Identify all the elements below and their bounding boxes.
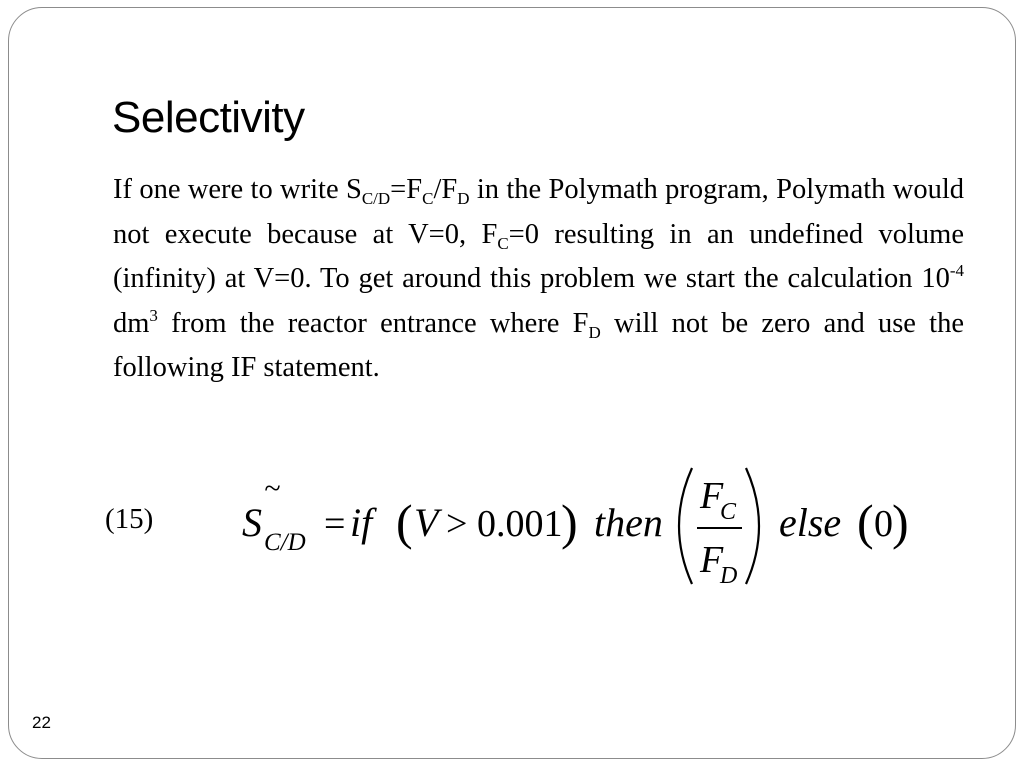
close-paren: ) [561, 494, 578, 550]
tilde-accent: ~ [264, 472, 281, 505]
equation-15 [230, 462, 920, 590]
lhs-symbol: S [242, 500, 262, 545]
numerator-symbol: F [700, 475, 724, 517]
body-text: from the reactor entrance where F [157, 307, 589, 339]
denominator-subscript: D [720, 563, 738, 589]
subscript: C [422, 189, 434, 208]
denominator-symbol: F [700, 539, 724, 581]
variable-v: V [414, 500, 439, 545]
body-text: dm [113, 307, 150, 339]
else-keyword: else [779, 500, 842, 545]
body-text: =F [390, 174, 423, 205]
body-paragraph [113, 168, 964, 391]
slide-title: Selectivity [112, 93, 305, 142]
else-value: 0 [874, 503, 893, 545]
equation-number: (15) [105, 503, 154, 535]
body-text: If one were to write S [113, 174, 362, 205]
if-keyword: if [350, 500, 373, 545]
right-big-paren [746, 468, 759, 584]
numerator-subscript: C [720, 499, 737, 525]
else-open-paren: ( [857, 494, 874, 550]
else-close-paren: ) [892, 494, 909, 550]
left-big-paren [679, 468, 692, 584]
page-number: 22 [32, 713, 51, 732]
threshold-value: 0.001 [477, 503, 563, 545]
subscript: C/D [361, 189, 391, 208]
superscript: 3 [149, 305, 158, 325]
subscript: D [588, 322, 601, 342]
superscript: -4 [949, 261, 964, 280]
body-text: /F [433, 174, 458, 205]
body-text: =0 resulting in an undefined volume (infinity) at V=0. To get around this problem we start the calculation 10 [113, 218, 965, 294]
subscript: D [457, 189, 470, 208]
body-text: will not be zero and use the following IF statement. [113, 307, 964, 383]
greater-than: > [446, 503, 468, 545]
then-keyword: then [594, 500, 663, 545]
subscript: C [497, 233, 509, 253]
equals-sign: = [324, 503, 346, 545]
open-paren: ( [396, 494, 413, 550]
body-text: in the Polymath program, Polymath would not execute because at V=0, F [113, 174, 964, 250]
lhs-subscript: C/D [264, 529, 306, 556]
